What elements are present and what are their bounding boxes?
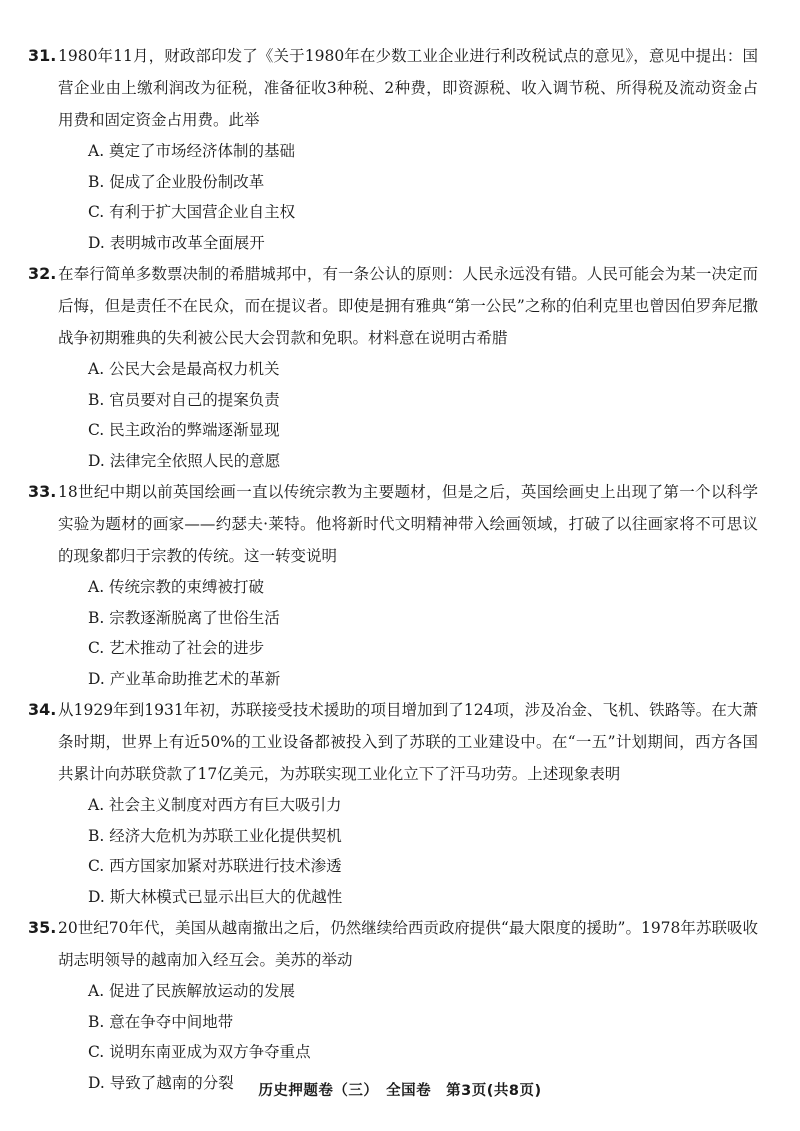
option-d: D. 产业革命助推艺术的革新	[88, 669, 281, 688]
option-b: B. 意在争夺中间地带	[88, 1012, 234, 1031]
option-a: A. 促进了民族解放运动的发展	[88, 982, 296, 1000]
option-c: C. 西方国家加紧对苏联进行技术渗透	[88, 857, 342, 875]
option-d: D. 斯大林模式已显示出巨大的优越性	[88, 887, 343, 906]
option-a: A. 传统宗教的束缚被打破	[88, 578, 265, 596]
option-c: C. 民主政治的弊端逐渐显现	[88, 421, 280, 439]
question-stem: 1980年11月，财政部印发了《关于1980年在少数工业企业进行利改税试点的意见》，意见中提出：国营企业由上缴利润改为征税，准备征收3种税、2种费，即资源税、收入调节税、所得税及流动资金占用费和固定资金占用费。此举	[58, 47, 758, 129]
page-footer: 历史押题卷（三） 全国卷 第3页(共8页)	[258, 1083, 542, 1099]
question-stem: 在奉行简单多数票决制的希腊城邦中，有一条公认的原则：人民永远没有错。人民可能会为某一决定而后悔，但是责任不在民众，而在提议者。即使是拥有雅典“第一公民”之称的伯利克里也曾因伯罗奔尼撒战争初期雅典的失利被公民大会罚款和免职。材料意在说明古希腊	[58, 265, 758, 347]
option-a: A. 奠定了市场经济体制的基础	[88, 142, 296, 160]
question-list	[28, 40, 758, 1098]
question-32	[28, 258, 758, 476]
option-b: B. 宗教逐渐脱离了世俗生活	[88, 608, 280, 627]
question-31	[28, 40, 758, 258]
option-c: C. 说明东南亚成为双方争夺重点	[88, 1043, 311, 1061]
question-stem: 从1929年到1931年初，苏联接受技术援助的项目增加到了124项，涉及冶金、飞机、铁路等。在大萧条时期，世界上有近50%的工业设备都被投入到了苏联的工业建设中。在“一五”计划期间，西方各国共累计向苏联贷款了17亿美元，为苏联实现工业化立下了汗马功劳。上述现象表明	[58, 701, 758, 783]
option-list	[58, 136, 758, 258]
question-33	[28, 476, 758, 694]
question-number: 32.	[28, 264, 57, 283]
option-a: A. 公民大会是最高权力机关	[88, 360, 280, 378]
option-d: D. 法律完全依照人民的意愿	[88, 451, 281, 470]
question-number: 31.	[28, 46, 57, 65]
question-stem: 20世纪70年代，美国从越南撤出之后，仍然继续给西贡政府提供“最大限度的援助”。1978年苏联吸收胡志明领导的越南加入经互会。美苏的举动	[58, 919, 758, 969]
option-a: A. 社会主义制度对西方有巨大吸引力	[88, 796, 342, 814]
question-number: 35.	[28, 918, 57, 937]
option-list	[58, 572, 758, 694]
option-c: C. 有利于扩大国营企业自主权	[88, 203, 296, 221]
question-stem: 18世纪中期以前英国绘画一直以传统宗教为主要题材，但是之后，英国绘画史上出现了第一个以科学实验为题材的画家——约瑟夫·莱特。他将新时代文明精神带入绘画领域，打破了以往画家将不可思议的现象都归于宗教的传统。这一转变说明	[58, 483, 758, 565]
question-34	[28, 694, 758, 912]
option-d: D. 导致了越南的分裂	[88, 1073, 234, 1092]
question-35	[28, 912, 758, 1098]
option-b: B. 经济大危机为苏联工业化提供契机	[88, 826, 342, 845]
option-b: B. 官员要对自己的提案负责	[88, 390, 280, 409]
option-b: B. 促成了企业股份制改革	[88, 172, 265, 191]
option-list	[58, 790, 758, 912]
option-d: D. 表明城市改革全面展开	[88, 233, 265, 252]
question-number: 33.	[28, 482, 57, 501]
option-c: C. 艺术推动了社会的进步	[88, 639, 265, 657]
question-number: 34.	[28, 700, 57, 719]
option-list	[58, 354, 758, 476]
